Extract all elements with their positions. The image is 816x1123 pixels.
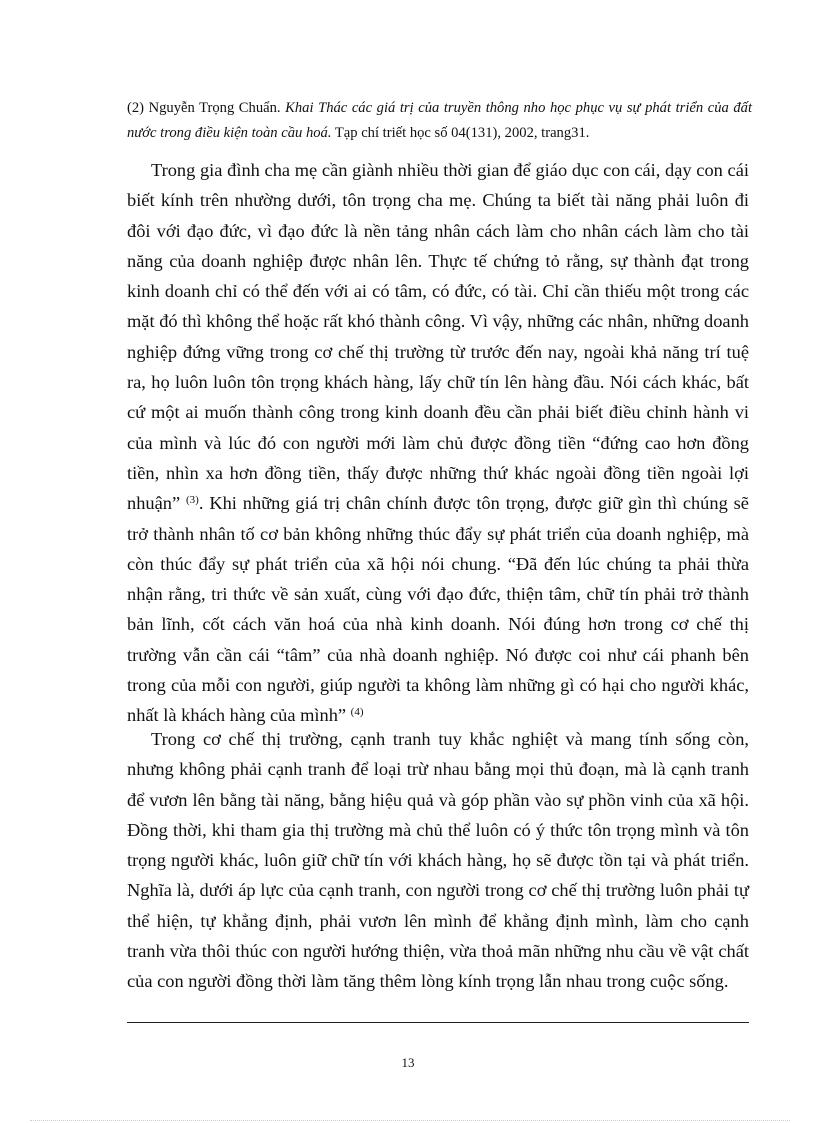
citation-4: (4) xyxy=(350,706,364,719)
footnote-source: Tạp chí triết học số 04(131), 2002, trang31. xyxy=(331,125,590,141)
citation-3: (3) xyxy=(186,494,199,507)
body-paragraph-2: Trong cơ chế thị trường, cạnh tranh tuy khắc nghiệt và mang tính sống còn, nhưng không phải cạnh tranh để loại trừ nhau bằng mọi thủ đoạn, mà là cạnh tranh để vươn lên bằng tài năng, bằng hiệu quả và góp phần vào sự phồn vinh của xã hội. Đồng thời, khi tham gia thị trường mà chủ thể luôn có ý thức tôn trọng mình và tôn trọng người khác, luôn giữ chữ tín với khách hàng, họ sẽ được tồn tại và phát triển. Nghĩa là, dưới áp lực của cạnh tranh, con người trong cơ chế thị trường luôn phải tự thể hiện, tự khẳng định, phải vươn lên mình để khẳng định mình, làm cho cạnh tranh vừa thôi thúc con người hướng thiện, vừa thoả mãn những nhu cầu về vật chất của con người đồng thời làm tăng thêm lòng kính trọng lẫn nhau trong cuộc sống. xyxy=(127,729,749,992)
body-paragraph-1 xyxy=(127,155,749,731)
footnote-title: Khai Thác các giá trị của truyền thông nho học phục vụ sự phát triển của đất nước trong điều kiện toàn cầu hoá. xyxy=(127,100,752,141)
footnote-reference-2 xyxy=(127,96,752,146)
page-edge-dotted-line xyxy=(30,1120,790,1121)
paragraph-1-text-a: Trong gia đình cha mẹ cần giành nhiều thời gian để giáo dục con cái, dạy con cái biết kính trên nhường dưới, tôn trọng cha mẹ. Chúng ta biết tài năng phải luôn đi đôi với đạo đức, vì đạo đức là nền tảng nhân cách làm cho nhân cách làm cho tài năng của doanh nghiệp được nhân lên. Thực tế chứng tỏ rằng, sự thành đạt trong kinh doanh chỉ có thể đến với ai có tâm, có đức, có tài. Chỉ cần thiếu một trong các mặt đó thì không thể hoặc rất khó thành công. Vì vậy, những các nhân, những doanh nghiệp đứng vững trong cơ chế thị trường từ trước đến nay, ngoài khả năng trí tuệ ra, họ luôn luôn tôn trọng khách hàng, lấy chữ tín lên hàng đầu. Nói cách khác, bất cứ một ai muốn thành công trong kinh doanh đều cần phải biết điều chỉnh hành vi của mình và lúc đó con người mới làm chủ được đồng tiền “đứng cao hơn đồng tiền, nhìn xa hơn đồng tiền, thấy được những thứ khác ngoài đồng tiền ngoài lợi nhuận” xyxy=(127,160,749,514)
page-number: 13 xyxy=(401,1055,415,1070)
footer-divider xyxy=(127,1022,749,1023)
paragraph-1-text-b: . Khi những giá trị chân chính được tôn trọng, được giữ gìn thì chúng sẽ trở thành nhân tố cơ bản không những thúc đẩy sự phát triển của doanh nghiệp, mà còn thúc đẩy sự phát triển của xã hội nói chung. “Đã đến lúc chúng ta phải thừa nhận rằng, tri thức về sản xuất, cùng với đạo đức, thiện tâm, chữ tín phải trở thành bản lĩnh, cốt cách văn hoá của nhà kinh doanh. Nói đúng hơn trong cơ chế thị trường vẫn cần cái “tâm” của nhà doanh nghiệp. Nó được coi như cái phanh bên trong của mỗi con người, giúp người ta không làm những gì có hại cho người khác, nhất là khách hàng của mình” xyxy=(127,493,749,726)
footnote-author: (2) Nguyễn Trọng Chuẩn. xyxy=(127,100,286,116)
